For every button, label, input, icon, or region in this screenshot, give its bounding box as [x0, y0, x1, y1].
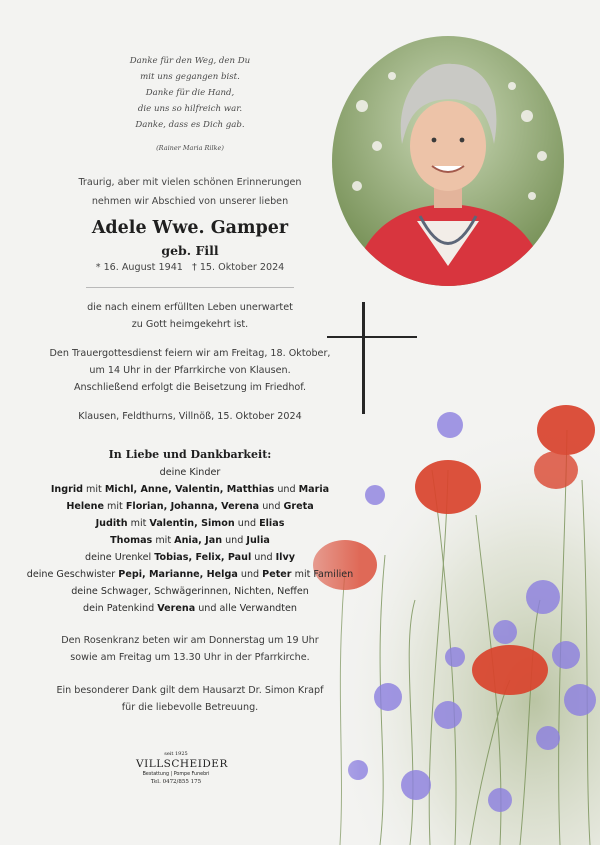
- closing-block: [20, 632, 360, 732]
- poem-line: Danke, dass es Dich gab.: [135, 120, 245, 130]
- text-line: Den Rosenkranz beten wir am Donnerstag um 19 Uhr: [61, 635, 319, 646]
- family-text: deine Schwager, Schwägerinnen, Nichten, Neffen: [71, 586, 309, 597]
- children-label: deine Kinder: [159, 467, 221, 478]
- text-line: für die liebevolle Betreuung.: [121, 702, 259, 713]
- family-member-name: Greta: [283, 501, 314, 512]
- family-line: [20, 498, 360, 515]
- death-date: † 15. Oktober 2024: [191, 262, 285, 273]
- poem-block: [20, 53, 360, 156]
- text-line: Ein besonderer Dank gilt dem Hausarzt Dr. Simon Krapf: [56, 685, 324, 696]
- divider-line: [86, 287, 294, 288]
- family-member-name: Tobias, Felix, Paul: [154, 552, 252, 563]
- funeral-home-logo: [136, 751, 228, 785]
- portrait-photo: [332, 36, 564, 286]
- birth-date: * 16. August 1941: [95, 262, 183, 273]
- family-text: dein Patenkind: [83, 603, 158, 614]
- family-text: mit Familien: [291, 569, 354, 580]
- family-text: deine Geschwister: [26, 569, 119, 580]
- family-member-name: Ania, Jan: [174, 535, 223, 546]
- logo-since: seit 1925: [164, 751, 188, 757]
- rosary-notice: [20, 632, 360, 666]
- family-member-name: Michl, Anne, Valentin, Matthias: [104, 484, 275, 495]
- family-text: mit: [103, 501, 126, 512]
- birth-name: geb. Fill: [161, 243, 219, 258]
- family-line: [20, 566, 360, 583]
- deceased-name: Adele Wwe. Gamper: [91, 218, 289, 238]
- family-text: und: [251, 552, 276, 563]
- text-line: Anschließend erfolgt die Beisetzung im Friedhof.: [73, 382, 307, 393]
- intro-line: Traurig, aber mit vielen schönen Erinnerungen: [78, 177, 302, 188]
- family-lines: [20, 481, 360, 617]
- family-line: [20, 549, 360, 566]
- family-member-name: Helene: [66, 501, 104, 512]
- paragraph-service: [20, 345, 360, 396]
- family-line: [20, 583, 360, 600]
- family-member-name: Ingrid: [50, 484, 83, 495]
- family-text: und: [274, 484, 299, 495]
- family-member-name: Verena: [157, 603, 196, 614]
- family-member-name: Maria: [298, 484, 330, 495]
- poem-line: mit uns gegangen bist.: [140, 72, 240, 82]
- family-text: und: [237, 569, 263, 580]
- family-member-name: Valentin, Simon: [149, 518, 235, 529]
- cross-vertical-bar: [362, 302, 365, 414]
- logo-phone: Tel. 0472/855 175: [150, 779, 202, 785]
- text-line: Den Trauergottesdienst feiern wir am Freitag, 18. Oktober,: [49, 348, 331, 359]
- family-member-name: Ilvy: [275, 552, 295, 563]
- logo-name: VILLSCHEIDER: [136, 758, 228, 770]
- family-member-name: Florian, Johanna, Verena: [125, 501, 260, 512]
- thanks-notice: [20, 682, 360, 716]
- family-text: mit: [152, 535, 175, 546]
- intro-block: [20, 173, 360, 211]
- family-line: [20, 481, 360, 498]
- poem-line: die uns so hilfreich war.: [137, 104, 243, 114]
- family-text: deine Urenkel: [85, 552, 155, 563]
- family-line: [20, 515, 360, 532]
- family-member-name: Thomas: [110, 535, 153, 546]
- intro-line: nehmen wir Abschied von unserer lieben: [91, 196, 289, 207]
- logo-subtitle: Bestattung | Pompe Funebri: [142, 772, 210, 777]
- poem-line: Danke für den Weg, den Du: [129, 56, 251, 66]
- family-text: und: [259, 501, 284, 512]
- family-member-name: Julia: [246, 535, 270, 546]
- family-text: und alle Verwandten: [195, 603, 297, 614]
- poem-credit: (Rainer Maria Rilke): [156, 144, 224, 152]
- family-member-name: Pepi, Marianne, Helga: [118, 569, 238, 580]
- place-date: Klausen, Feldthurns, Villnöß, 15. Oktober 2024: [78, 411, 302, 422]
- family-member-name: Elias: [259, 518, 285, 529]
- family-text: und: [222, 535, 247, 546]
- text-line: die nach einem erfüllten Leben unerwartet: [87, 302, 293, 313]
- family-heading: In Liebe und Dankbarkeit:: [108, 448, 272, 461]
- family-member-name: Judith: [95, 518, 128, 529]
- paragraph-passing: [20, 299, 360, 333]
- text-line: zu Gott heimgekehrt ist.: [131, 319, 249, 330]
- text-line: sowie am Freitag um 13.30 Uhr in der Pfarrkirche.: [70, 652, 310, 663]
- family-text: und: [234, 518, 260, 529]
- family-line: [20, 532, 360, 549]
- text-line: um 14 Uhr in der Pfarrkirche von Klausen.: [89, 365, 291, 376]
- family-member-name: Peter: [262, 569, 292, 580]
- family-text: mit: [83, 484, 105, 495]
- family-text: mit: [127, 518, 150, 529]
- life-dates: [20, 262, 360, 273]
- announcement-body: [20, 299, 360, 437]
- family-block: [20, 446, 360, 617]
- family-line: [20, 600, 360, 617]
- poem-line: Danke für die Hand,: [145, 88, 235, 98]
